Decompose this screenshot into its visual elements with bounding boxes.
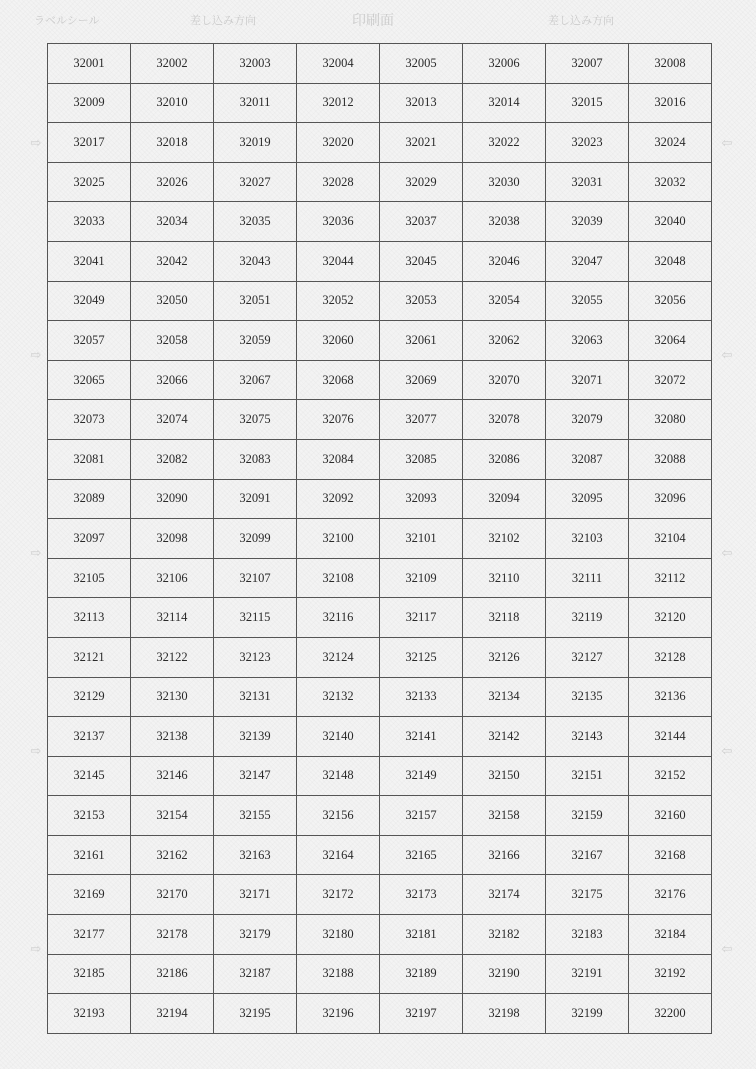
label-cell: 32141 <box>380 717 463 757</box>
label-sheet-grid <box>47 43 712 1034</box>
label-cell: 32136 <box>629 677 712 717</box>
label-cell: 32191 <box>546 954 629 994</box>
label-cell: 32088 <box>629 439 712 479</box>
label-cell: 32171 <box>214 875 297 915</box>
feed-arrow-icon: ⇨ <box>30 942 42 957</box>
label-cell: 32144 <box>629 717 712 757</box>
label-cell: 32175 <box>546 875 629 915</box>
label-cell: 32062 <box>463 321 546 361</box>
feed-arrow-icon: ⇨ <box>30 744 42 759</box>
label-cell: 32119 <box>546 598 629 638</box>
label-cell: 32038 <box>463 202 546 242</box>
label-cell: 32035 <box>214 202 297 242</box>
label-cell: 32167 <box>546 835 629 875</box>
label-cell: 32016 <box>629 83 712 123</box>
label-row <box>48 677 712 717</box>
label-cell: 32106 <box>131 558 214 598</box>
label-cell: 32047 <box>546 241 629 281</box>
header-left-text: ラベルシール <box>34 14 100 27</box>
label-cell: 32140 <box>297 717 380 757</box>
label-cell: 32063 <box>546 321 629 361</box>
label-cell: 32159 <box>546 796 629 836</box>
label-cell: 32169 <box>48 875 131 915</box>
label-cell: 32076 <box>297 400 380 440</box>
label-cell: 32074 <box>131 400 214 440</box>
label-cell: 32115 <box>214 598 297 638</box>
label-cell: 32183 <box>546 915 629 955</box>
label-cell: 32108 <box>297 558 380 598</box>
label-cell: 32121 <box>48 637 131 677</box>
label-cell: 32103 <box>546 519 629 559</box>
feed-arrow-icon: ⇦ <box>721 744 733 759</box>
label-cell: 32044 <box>297 241 380 281</box>
label-cell: 32006 <box>463 44 546 84</box>
label-cell: 32061 <box>380 321 463 361</box>
label-cell: 32165 <box>380 835 463 875</box>
feed-arrow-icon: ⇦ <box>721 546 733 561</box>
label-cell: 32082 <box>131 439 214 479</box>
label-cell: 32109 <box>380 558 463 598</box>
label-cell: 32075 <box>214 400 297 440</box>
label-cell: 32196 <box>297 994 380 1034</box>
label-cell: 32158 <box>463 796 546 836</box>
label-cell: 32122 <box>131 637 214 677</box>
label-cell: 32003 <box>214 44 297 84</box>
label-cell: 32161 <box>48 835 131 875</box>
label-cell: 32064 <box>629 321 712 361</box>
label-cell: 32067 <box>214 360 297 400</box>
label-cell: 32172 <box>297 875 380 915</box>
label-cell: 32049 <box>48 281 131 321</box>
label-cell: 32072 <box>629 360 712 400</box>
label-row <box>48 281 712 321</box>
label-cell: 32059 <box>214 321 297 361</box>
label-cell: 32139 <box>214 717 297 757</box>
label-cell: 32045 <box>380 241 463 281</box>
label-cell: 32018 <box>131 123 214 163</box>
label-cell: 32008 <box>629 44 712 84</box>
label-cell: 32194 <box>131 994 214 1034</box>
label-row <box>48 875 712 915</box>
label-cell: 32168 <box>629 835 712 875</box>
label-cell: 32162 <box>131 835 214 875</box>
label-cell: 32032 <box>629 162 712 202</box>
label-cell: 32092 <box>297 479 380 519</box>
label-cell: 32155 <box>214 796 297 836</box>
label-cell: 32113 <box>48 598 131 638</box>
label-cell: 32129 <box>48 677 131 717</box>
feed-arrow-icon: ⇦ <box>721 942 733 957</box>
label-cell: 32123 <box>214 637 297 677</box>
label-row <box>48 994 712 1034</box>
feed-arrow-icon: ⇨ <box>30 546 42 561</box>
label-cell: 32102 <box>463 519 546 559</box>
label-cell: 32193 <box>48 994 131 1034</box>
label-cell: 32110 <box>463 558 546 598</box>
label-cell: 32195 <box>214 994 297 1034</box>
label-cell: 32131 <box>214 677 297 717</box>
label-cell: 32090 <box>131 479 214 519</box>
label-cell: 32051 <box>214 281 297 321</box>
label-cell: 32112 <box>629 558 712 598</box>
label-cell: 32081 <box>48 439 131 479</box>
label-cell: 32130 <box>131 677 214 717</box>
label-cell: 32116 <box>297 598 380 638</box>
label-row <box>48 202 712 242</box>
label-cell: 32078 <box>463 400 546 440</box>
label-cell: 32134 <box>463 677 546 717</box>
label-cell: 32040 <box>629 202 712 242</box>
label-cell: 32152 <box>629 756 712 796</box>
label-cell: 32025 <box>48 162 131 202</box>
label-cell: 32014 <box>463 83 546 123</box>
label-cell: 32028 <box>297 162 380 202</box>
label-cell: 32182 <box>463 915 546 955</box>
label-cell: 32020 <box>297 123 380 163</box>
label-cell: 32094 <box>463 479 546 519</box>
label-cell: 32188 <box>297 954 380 994</box>
label-cell: 32009 <box>48 83 131 123</box>
label-cell: 32179 <box>214 915 297 955</box>
label-cell: 32085 <box>380 439 463 479</box>
label-cell: 32170 <box>131 875 214 915</box>
label-cell: 32007 <box>546 44 629 84</box>
label-cell: 32098 <box>131 519 214 559</box>
label-cell: 32101 <box>380 519 463 559</box>
label-cell: 32002 <box>131 44 214 84</box>
label-row <box>48 519 712 559</box>
label-cell: 32142 <box>463 717 546 757</box>
label-cell: 32126 <box>463 637 546 677</box>
label-cell: 32181 <box>380 915 463 955</box>
label-row <box>48 123 712 163</box>
label-cell: 32137 <box>48 717 131 757</box>
label-cell: 32118 <box>463 598 546 638</box>
label-cell: 32036 <box>297 202 380 242</box>
label-cell: 32125 <box>380 637 463 677</box>
label-cell: 32198 <box>463 994 546 1034</box>
label-cell: 32138 <box>131 717 214 757</box>
label-cell: 32054 <box>463 281 546 321</box>
label-cell: 32127 <box>546 637 629 677</box>
label-cell: 32100 <box>297 519 380 559</box>
label-cell: 32052 <box>297 281 380 321</box>
label-cell: 32164 <box>297 835 380 875</box>
label-cell: 32156 <box>297 796 380 836</box>
label-cell: 32176 <box>629 875 712 915</box>
label-cell: 32095 <box>546 479 629 519</box>
label-cell: 32026 <box>131 162 214 202</box>
label-cell: 32154 <box>131 796 214 836</box>
label-cell: 32096 <box>629 479 712 519</box>
label-cell: 32031 <box>546 162 629 202</box>
label-row <box>48 162 712 202</box>
label-row <box>48 796 712 836</box>
label-cell: 32087 <box>546 439 629 479</box>
label-cell: 32050 <box>131 281 214 321</box>
label-cell: 32069 <box>380 360 463 400</box>
feed-arrow-icon: ⇨ <box>30 348 42 363</box>
label-cell: 32091 <box>214 479 297 519</box>
label-cell: 32093 <box>380 479 463 519</box>
label-cell: 32015 <box>546 83 629 123</box>
label-cell: 32043 <box>214 241 297 281</box>
label-cell: 32114 <box>131 598 214 638</box>
label-cell: 32089 <box>48 479 131 519</box>
label-cell: 32105 <box>48 558 131 598</box>
label-cell: 32029 <box>380 162 463 202</box>
label-cell: 32192 <box>629 954 712 994</box>
label-cell: 32010 <box>131 83 214 123</box>
label-cell: 32058 <box>131 321 214 361</box>
label-cell: 32151 <box>546 756 629 796</box>
label-row <box>48 321 712 361</box>
label-cell: 32189 <box>380 954 463 994</box>
label-row <box>48 915 712 955</box>
label-row <box>48 400 712 440</box>
label-row <box>48 360 712 400</box>
label-cell: 32048 <box>629 241 712 281</box>
label-cell: 32041 <box>48 241 131 281</box>
label-cell: 32190 <box>463 954 546 994</box>
label-cell: 32077 <box>380 400 463 440</box>
label-cell: 32070 <box>463 360 546 400</box>
label-row <box>48 241 712 281</box>
sheet-header <box>0 10 756 30</box>
label-cell: 32021 <box>380 123 463 163</box>
label-cell: 32034 <box>131 202 214 242</box>
label-cell: 32024 <box>629 123 712 163</box>
label-cell: 32071 <box>546 360 629 400</box>
label-row <box>48 835 712 875</box>
label-row <box>48 756 712 796</box>
label-cell: 32177 <box>48 915 131 955</box>
label-row <box>48 598 712 638</box>
label-cell: 32046 <box>463 241 546 281</box>
label-cell: 32120 <box>629 598 712 638</box>
header-right-feed-direction-text: 差し込み方向 <box>548 14 614 27</box>
label-cell: 32117 <box>380 598 463 638</box>
label-cell: 32099 <box>214 519 297 559</box>
label-cell: 32132 <box>297 677 380 717</box>
label-cell: 32178 <box>131 915 214 955</box>
header-feed-direction-text: 差し込み方向 <box>190 14 256 27</box>
label-cell: 32124 <box>297 637 380 677</box>
label-cell: 32001 <box>48 44 131 84</box>
label-cell: 32068 <box>297 360 380 400</box>
label-row <box>48 83 712 123</box>
label-cell: 32027 <box>214 162 297 202</box>
label-cell: 32019 <box>214 123 297 163</box>
label-row <box>48 717 712 757</box>
label-cell: 32033 <box>48 202 131 242</box>
label-cell: 32079 <box>546 400 629 440</box>
label-cell: 32153 <box>48 796 131 836</box>
feed-arrow-icon: ⇨ <box>30 136 42 151</box>
label-cell: 32066 <box>131 360 214 400</box>
label-row <box>48 954 712 994</box>
label-cell: 32080 <box>629 400 712 440</box>
label-cell: 32174 <box>463 875 546 915</box>
label-cell: 32012 <box>297 83 380 123</box>
label-cell: 32056 <box>629 281 712 321</box>
label-row <box>48 439 712 479</box>
label-cell: 32184 <box>629 915 712 955</box>
label-cell: 32143 <box>546 717 629 757</box>
label-cell: 32017 <box>48 123 131 163</box>
label-cell: 32135 <box>546 677 629 717</box>
label-cell: 32055 <box>546 281 629 321</box>
label-cell: 32150 <box>463 756 546 796</box>
label-cell: 32013 <box>380 83 463 123</box>
label-cell: 32160 <box>629 796 712 836</box>
label-cell: 32173 <box>380 875 463 915</box>
label-cell: 32086 <box>463 439 546 479</box>
label-cell: 32097 <box>48 519 131 559</box>
label-cell: 32200 <box>629 994 712 1034</box>
label-cell: 32053 <box>380 281 463 321</box>
label-row <box>48 44 712 84</box>
label-cell: 32011 <box>214 83 297 123</box>
label-cell: 32057 <box>48 321 131 361</box>
label-cell: 32128 <box>629 637 712 677</box>
label-cell: 32157 <box>380 796 463 836</box>
label-cell: 32186 <box>131 954 214 994</box>
label-cell: 32039 <box>546 202 629 242</box>
label-cell: 32042 <box>131 241 214 281</box>
label-cell: 32084 <box>297 439 380 479</box>
label-cell: 32037 <box>380 202 463 242</box>
label-cell: 32065 <box>48 360 131 400</box>
label-row <box>48 637 712 677</box>
label-cell: 32185 <box>48 954 131 994</box>
label-cell: 32030 <box>463 162 546 202</box>
label-cell: 32060 <box>297 321 380 361</box>
label-cell: 32187 <box>214 954 297 994</box>
label-cell: 32004 <box>297 44 380 84</box>
label-cell: 32073 <box>48 400 131 440</box>
label-cell: 32149 <box>380 756 463 796</box>
label-cell: 32146 <box>131 756 214 796</box>
label-cell: 32133 <box>380 677 463 717</box>
label-cell: 32023 <box>546 123 629 163</box>
label-cell: 32104 <box>629 519 712 559</box>
header-print-side-text: 印刷面 <box>352 13 394 29</box>
label-cell: 32005 <box>380 44 463 84</box>
label-cell: 32022 <box>463 123 546 163</box>
label-cell: 32148 <box>297 756 380 796</box>
label-cell: 32111 <box>546 558 629 598</box>
feed-arrow-icon: ⇦ <box>721 136 733 151</box>
label-cell: 32083 <box>214 439 297 479</box>
label-row <box>48 479 712 519</box>
label-cell: 32197 <box>380 994 463 1034</box>
label-cell: 32107 <box>214 558 297 598</box>
feed-arrow-icon: ⇦ <box>721 348 733 363</box>
label-cell: 32180 <box>297 915 380 955</box>
label-cell: 32199 <box>546 994 629 1034</box>
label-cell: 32166 <box>463 835 546 875</box>
label-cell: 32163 <box>214 835 297 875</box>
label-cell: 32145 <box>48 756 131 796</box>
label-row <box>48 558 712 598</box>
label-cell: 32147 <box>214 756 297 796</box>
